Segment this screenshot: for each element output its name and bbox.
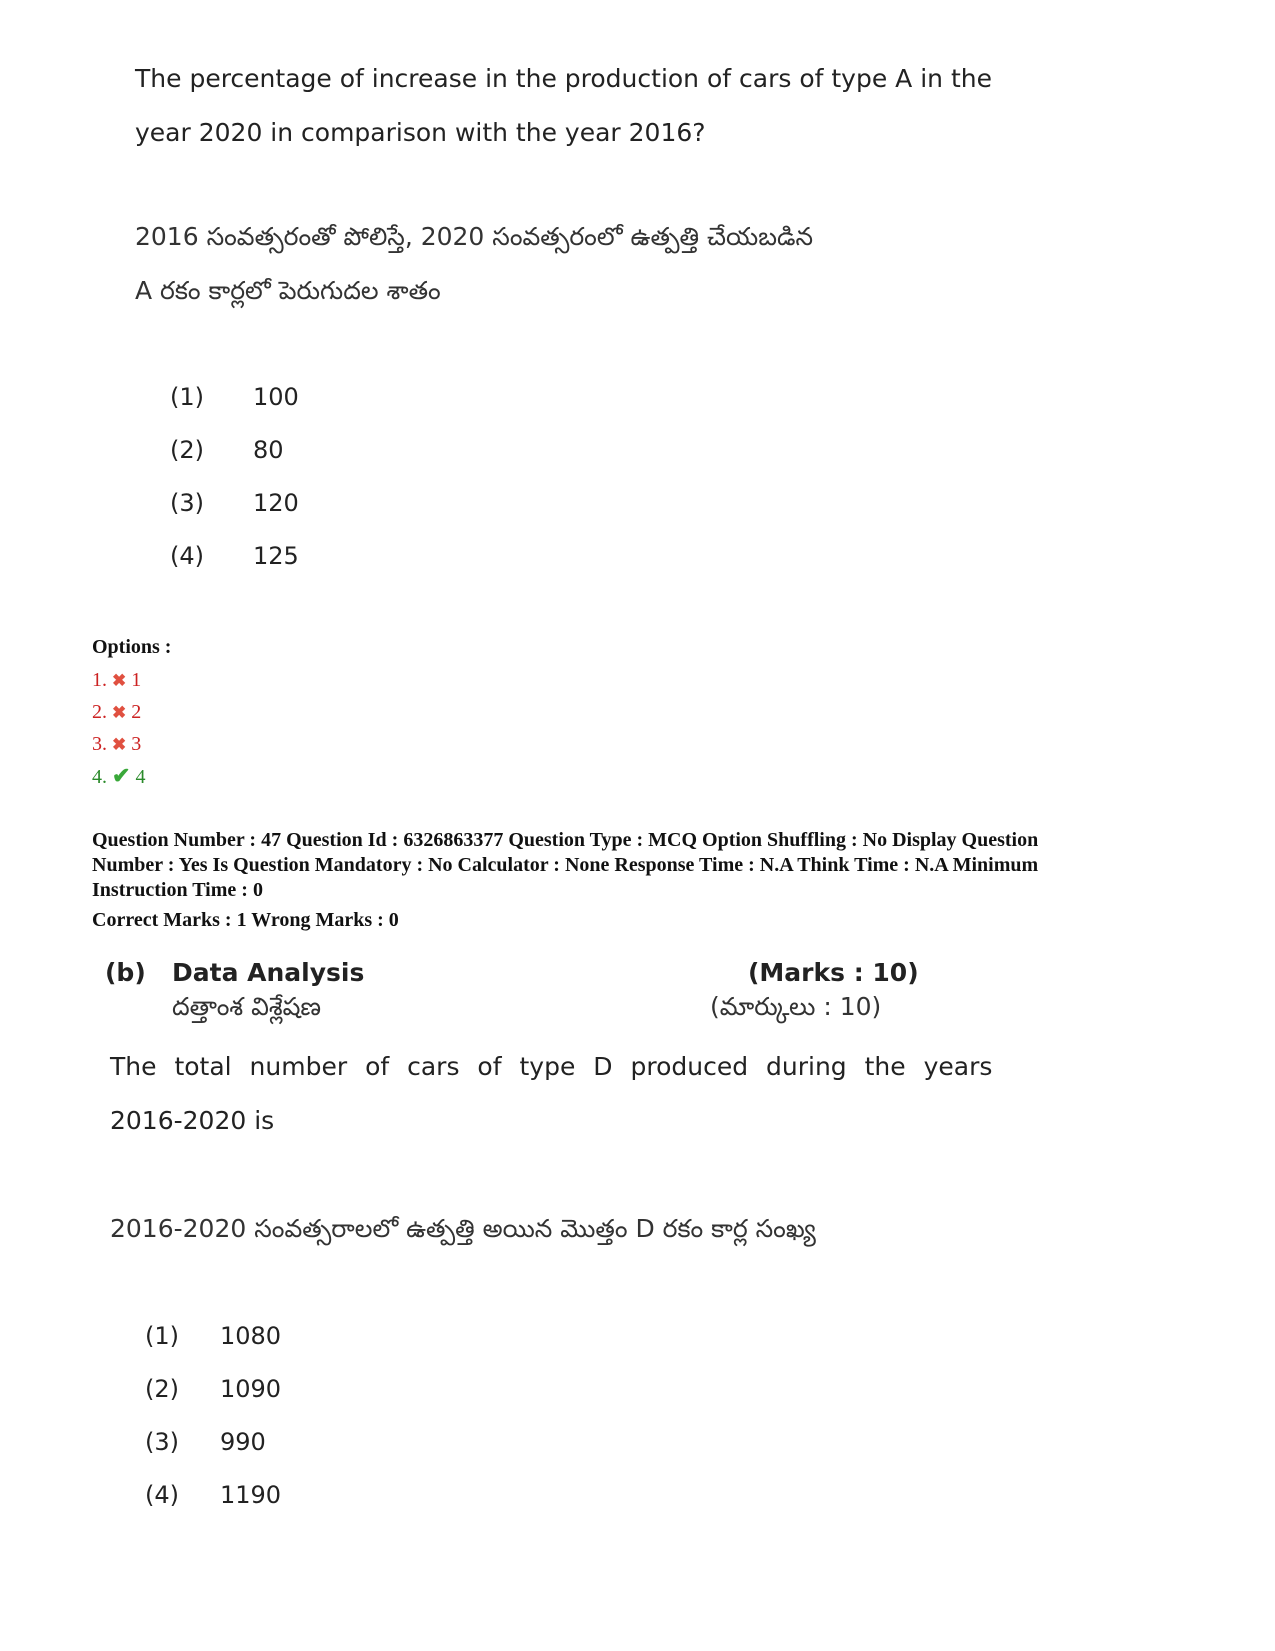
option-row (92, 763, 145, 789)
option-value: 1 (131, 669, 142, 691)
option-index: 1. (92, 669, 107, 691)
choice-number: (4) (170, 542, 204, 570)
choice-number: (4) (145, 1481, 179, 1509)
question-english-line-2: year 2020 in comparison with the year 2016? (135, 118, 706, 147)
choice-value: 120 (253, 489, 299, 517)
section-title: Data Analysis (172, 958, 365, 987)
choice-value: 1080 (220, 1322, 282, 1350)
choice-number: (1) (170, 383, 204, 411)
option-index: 3. (92, 733, 107, 755)
question-telugu-line-2: A రకం కార్లలో పెరుగుదల శాతం (135, 276, 441, 305)
question-meta-line-3: Instruction Time : 0 (92, 879, 263, 901)
choice-value: 1190 (220, 1481, 282, 1509)
option-index: 2. (92, 701, 107, 723)
check-icon: ✔ (112, 763, 131, 788)
cross-icon: ✖ (112, 735, 127, 754)
section-title-telugu: దత్తాంశ విశ్లేషణ (172, 992, 322, 1021)
option-row (92, 733, 141, 756)
section-marks-telugu: (మార్కులు : 10) (710, 992, 882, 1021)
option-row (92, 701, 141, 724)
question-english-line-2: 2016-2020 is (110, 1106, 275, 1135)
choice-number: (2) (170, 436, 204, 464)
section-label: (b) (105, 958, 146, 987)
choice-value: 100 (253, 383, 299, 411)
option-index: 4. (92, 766, 107, 788)
choice-value: 1090 (220, 1375, 282, 1403)
choice-number: (1) (145, 1322, 179, 1350)
option-row (92, 669, 141, 692)
question-marks: Correct Marks : 1 Wrong Marks : 0 (92, 909, 399, 931)
choice-value: 125 (253, 542, 299, 570)
choice-number: (3) (145, 1428, 179, 1456)
section-marks: (Marks : 10) (748, 958, 919, 987)
cross-icon: ✖ (112, 671, 127, 690)
option-value: 4 (135, 766, 146, 788)
choice-number: (2) (145, 1375, 179, 1403)
choice-value: 990 (220, 1428, 266, 1456)
question-meta-line-1: Question Number : 47 Question Id : 6326863377 Question Type : MCQ Option Shuffling : No Display Question (92, 829, 1039, 851)
choice-value: 80 (253, 436, 284, 464)
options-heading: Options : (92, 636, 172, 658)
choice-number: (3) (170, 489, 204, 517)
cross-icon: ✖ (112, 703, 127, 722)
question-meta-line-2: Number : Yes Is Question Mandatory : No Calculator : None Response Time : N.A Think Time : N.A Minimum (92, 854, 1039, 876)
question-english-line-1: The total number of cars of type D produced during the years (110, 1052, 993, 1081)
question-telugu-line-1: 2016-2020 సంవత్సరాలలో ఉత్పత్తి అయిన మొత్తం D రకం కార్ల సంఖ్య (110, 1214, 816, 1243)
question-telugu-line-1: 2016 సంవత్సరంతో పోలిస్తే, 2020 సంవత్సరంలో ఉత్పత్తి చేయబడిన (135, 222, 814, 251)
option-value: 3 (131, 733, 142, 755)
question-english-line-1: The percentage of increase in the production of cars of type A in the (135, 64, 992, 93)
option-value: 2 (131, 701, 142, 723)
